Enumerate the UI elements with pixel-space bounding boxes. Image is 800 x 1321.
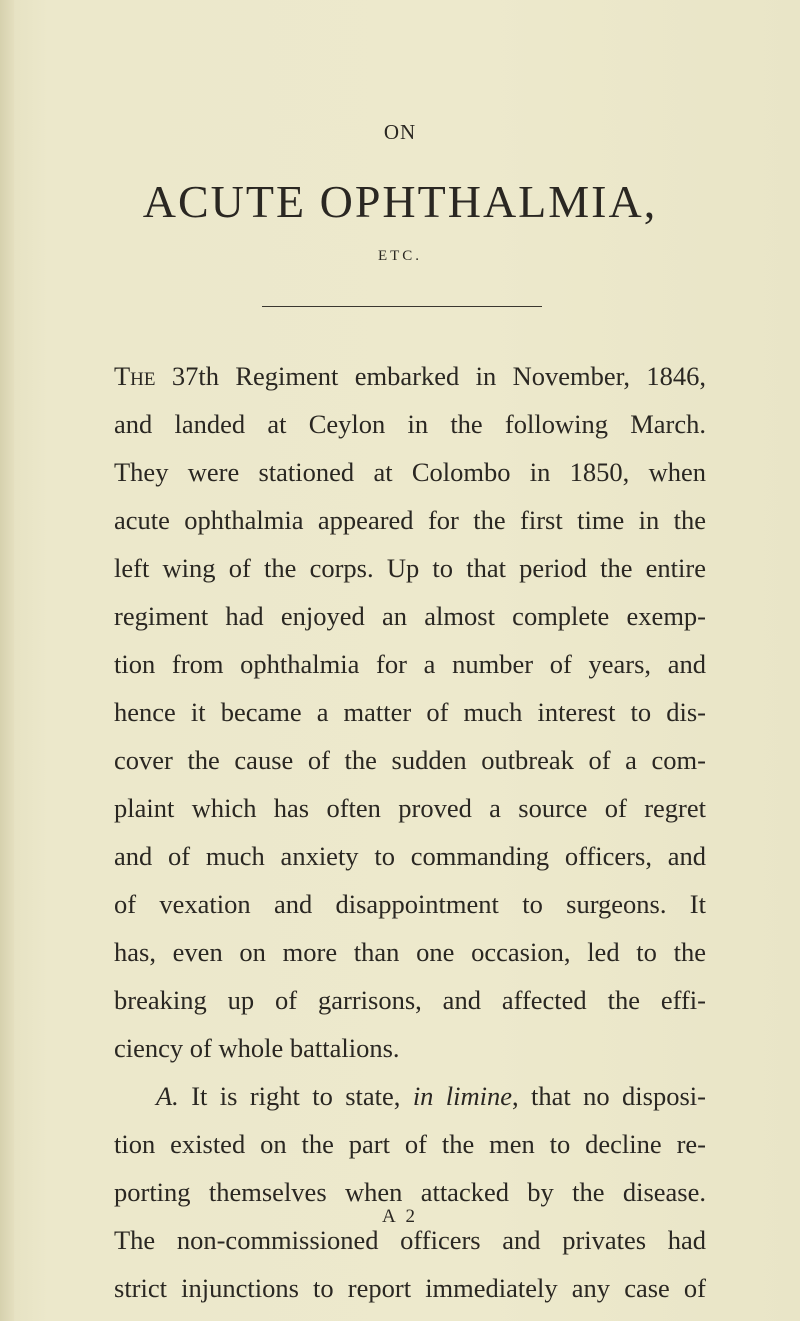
body-text [114, 352, 706, 1312]
paragraph-marker: A. [156, 1081, 179, 1111]
text-line: and landed at Ceylon in the following March. [114, 409, 706, 439]
subtitle: ETC. [377, 248, 423, 264]
text-line: cover the cause of the sudden outbreak of a com- [114, 745, 706, 775]
text-line: of vexation and disappointment to surgeons. It [114, 889, 706, 919]
text-line: hence it became a matter of much interest to dis- [114, 697, 706, 727]
text-fragment: 37th Regiment embarked in November, 1846, [155, 361, 706, 391]
text-line: plaint which has often proved a source of regret [114, 793, 706, 823]
text-line: strict injunctions to report immediately any case of [114, 1273, 706, 1303]
text-line: and of much anxiety to commanding officers, and [114, 841, 706, 871]
page-title: ACUTE OPHTHALMIA, [142, 176, 658, 227]
text-line: has, even on more than one occasion, led to the [114, 937, 706, 967]
text-line: They were stationed at Colombo in 1850, when [114, 457, 706, 487]
text-line: porting themselves when attacked by the disease. [114, 1177, 706, 1207]
text-line: left wing of the corps. Up to that period the entire [114, 553, 706, 583]
pre-title: ON [383, 120, 417, 144]
text-fragment: It is right to state, [178, 1081, 413, 1111]
text-line: acute ophthalmia appeared for the first time in the [114, 505, 706, 535]
divider-rule [262, 306, 542, 307]
text-line: regiment had enjoyed an almost complete exemp- [114, 601, 706, 631]
text-fragment: , that no disposi- [512, 1081, 706, 1111]
text-line: tion existed on the part of the men to decline re- [114, 1129, 706, 1159]
text-line: ciency of whole battalions. [114, 1033, 400, 1063]
text-line [114, 352, 706, 400]
paragraph-lead: The [114, 361, 156, 391]
text-line: The non-commissioned officers and privates had [114, 1225, 706, 1255]
text-line [114, 1072, 706, 1120]
text-line: breaking up of garrisons, and affected the effi- [114, 985, 706, 1015]
signature-mark: A 2 [382, 1206, 418, 1227]
text-line: tion from ophthalmia for a number of years, and [114, 649, 706, 679]
italic-phrase: in limine [412, 1081, 513, 1111]
